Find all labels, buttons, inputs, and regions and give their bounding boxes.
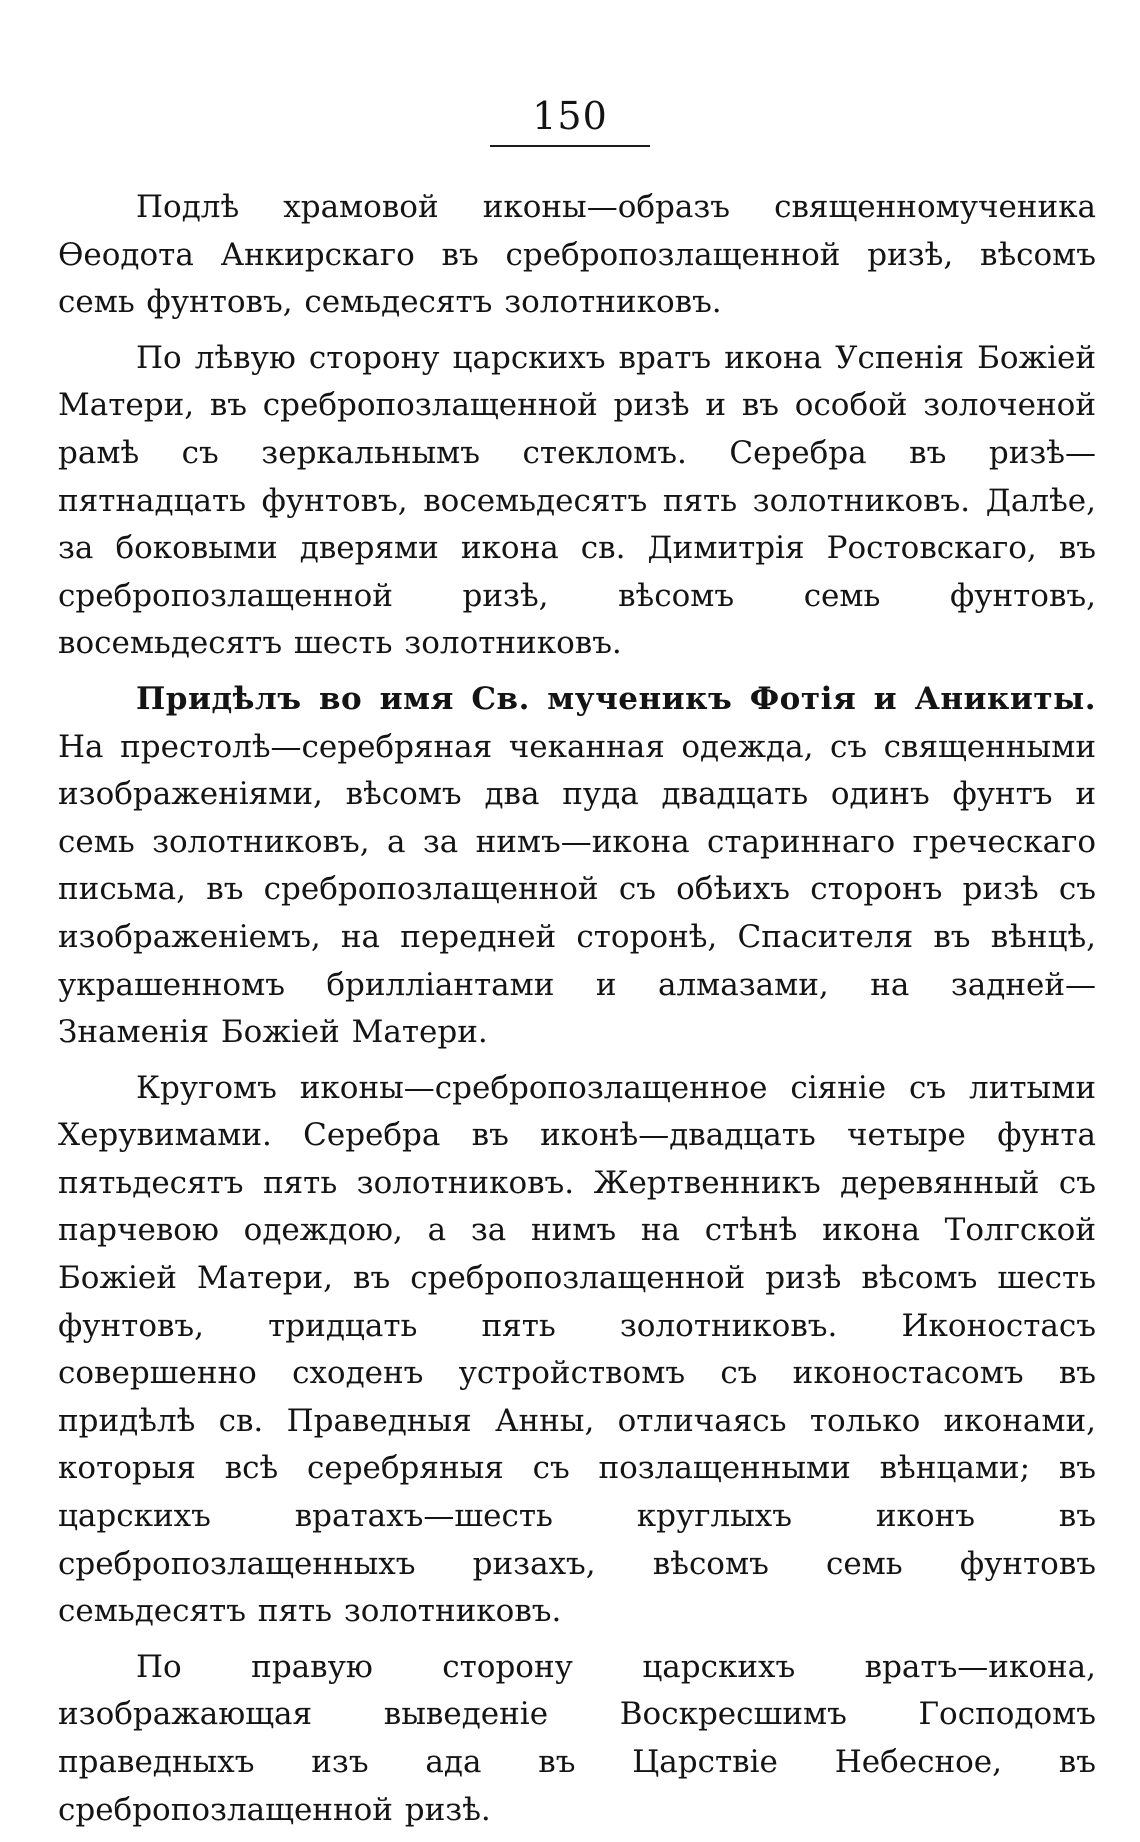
section-heading: Придѣлъ во имя Св. мученикъ Фотія и Аникиты.: [136, 680, 1096, 717]
paragraph-2-text: По лѣвую сторону царскихъ вратъ икона Успенія Божіей Матери, въ сребропозлащенной ризѣ и въ особой золоченой рамѣ съ зеркальнымъ стекломъ. Серебра въ ризѣ—пятнадцать фунтовъ, восемьдесятъ пять золотниковъ. Далѣе, за боковыми дверями икона св. Димитрія Ростовскаго, въ сребропозлащенной ризѣ, вѣсомъ семь фунтовъ, восемьдесятъ шесть золотниковъ.: [58, 339, 1096, 662]
paragraph-4-text: Кругомъ иконы—сребропозлащенное сіяніе съ литыми Херувимами. Серебра въ иконѣ—двадцать четыре фунта пятьдесятъ пять золотниковъ. Жертвенникъ деревянный съ парчевою одеждою, а за нимъ на стѣнѣ икона Толгской Божіей Матери, въ сребропозлащенной ризѣ вѣсомъ шесть фунтовъ, тридцать пять золотниковъ. Иконостасъ совершенно сходенъ устройствомъ съ иконостасомъ въ придѣлѣ св. Праведныя Анны, отличаясь только иконами, которыя всѣ серебряныя съ позлащенными вѣнцами; въ царскихъ вратахъ—шесть круглыхъ иконъ въ сребропозлащенныхъ ризахъ, вѣсомъ семь фунтовъ семьдесятъ пять золотниковъ.: [58, 1069, 1096, 1630]
paragraph-4: [58, 1065, 1096, 1636]
page-number: 150: [532, 94, 608, 138]
body-text: [58, 184, 1096, 1842]
paragraph-3-text: На престолѣ—серебряная чеканная одежда, съ священными изображеніями, вѣсомъ два пуда двадцать одинъ фунтъ и семь золотниковъ, а за нимъ—икона стариннаго греческаго письма, въ сребропозлащенной съ обѣихъ сторонъ ризѣ съ изображеніемъ, на передней сторонѣ, Спасителя въ вѣнцѣ, украшенномъ бриллiантами и алмазами, на задней—Знаменія Божіей Матери.: [58, 728, 1096, 1051]
paragraph-3: [58, 676, 1096, 1057]
paragraph-5-text: По правую сторону царскихъ вратъ—икона, изображающая выведеніе Воскресшимъ Господомъ праведныхъ изъ ада въ Царствіе Небесное, въ сребропозлащенной ризѣ.: [58, 1648, 1096, 1828]
paragraph-1-text: Подлѣ храмовой иконы—образъ священномученика Ѳеодота Анкирскаго въ сребропозлащенной ризѣ, вѣсомъ семь фунтовъ, семьдесятъ золотниковъ.: [58, 189, 1096, 321]
paragraph-1: [58, 184, 1096, 327]
paragraph-5: [58, 1644, 1096, 1834]
page-number-underline: [490, 145, 650, 147]
paragraph-2: [58, 335, 1096, 668]
